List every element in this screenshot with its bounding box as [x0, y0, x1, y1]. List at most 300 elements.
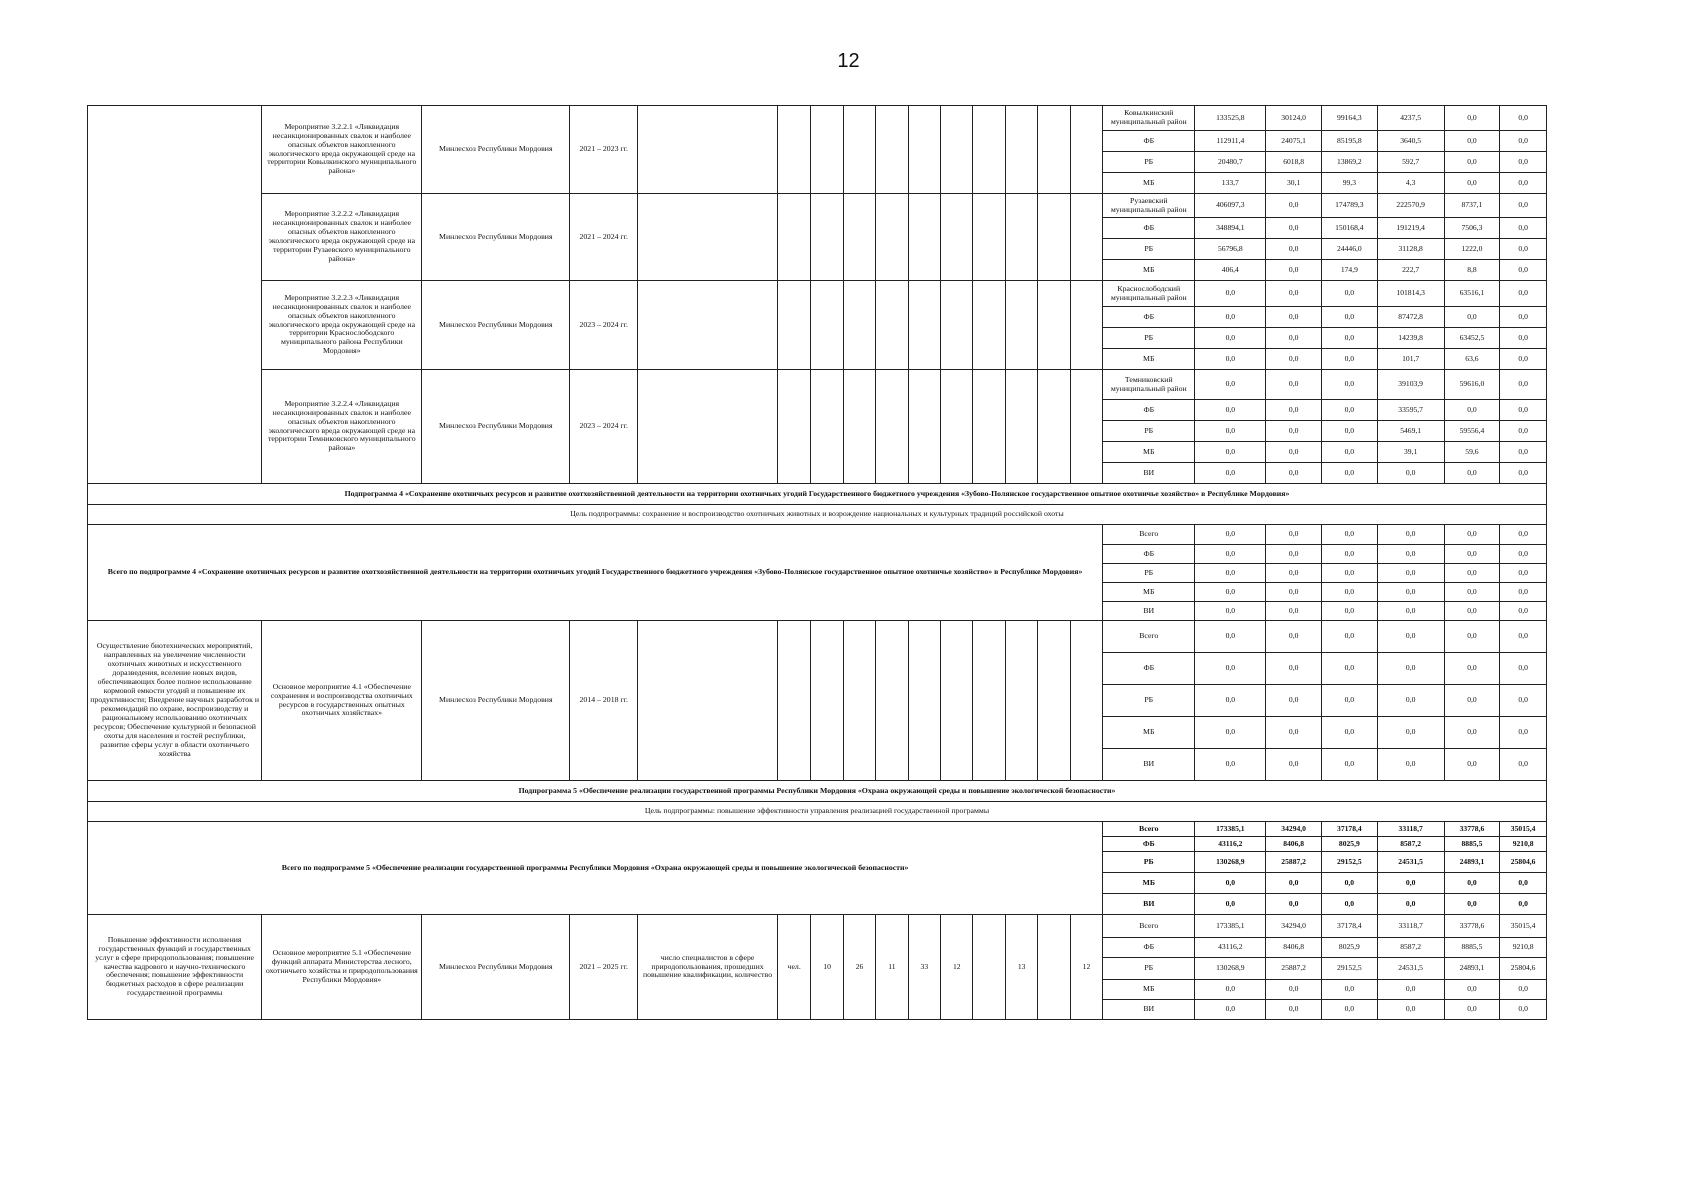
finance-value: 0,0: [1500, 400, 1547, 421]
finance-value: 0,0: [1322, 442, 1378, 463]
subprogram-goal: Цель подпрограммы: повышение эффективности управления реализацией государственной программы: [88, 802, 1547, 822]
finance-value: 0,0: [1377, 1000, 1444, 1020]
finance-value: 0,0: [1266, 218, 1322, 239]
indicator: число специалистов в сфере природопользования, прошедших повышение квалификации, количество: [638, 915, 778, 1020]
finance-value: 63,6: [1444, 349, 1500, 370]
finance-value: 0,0: [1500, 218, 1547, 239]
finance-value: 101,7: [1377, 349, 1444, 370]
target-value: [1005, 106, 1037, 194]
finance-value: 24893,1: [1444, 958, 1500, 980]
subprogram-total-label: Всего по подпрограмме 5 «Обеспечение реализации государственной программы Республики Мордовия «Охрана окружающей среды и повышение экологической безопасности»: [88, 822, 1103, 915]
finance-value: 0,0: [1266, 1000, 1322, 1020]
finance-value: 0,0: [1377, 873, 1444, 894]
finance-value: 0,0: [1322, 328, 1378, 349]
target-value: [1038, 281, 1070, 370]
finance-value: 0,0: [1444, 106, 1500, 131]
finance-value: 0,0: [1195, 442, 1266, 463]
finance-source: Всего: [1103, 621, 1195, 653]
target-value: 12: [1070, 915, 1102, 1020]
finance-value: 0,0: [1377, 894, 1444, 915]
finance-value: 101814,3: [1377, 281, 1444, 307]
finance-value: 33778,6: [1444, 822, 1500, 837]
target-value: [1070, 621, 1102, 781]
executor: Минлесхоз Республики Мордовия: [422, 106, 570, 194]
finance-value: 0,0: [1195, 545, 1266, 564]
finance-source: МБ: [1103, 349, 1195, 370]
indicator: [638, 106, 778, 194]
finance-value: 0,0: [1322, 545, 1378, 564]
task-cell: [88, 106, 262, 484]
finance-value: 0,0: [1195, 564, 1266, 583]
finance-source: МБ: [1103, 873, 1195, 894]
finance-source: МБ: [1103, 442, 1195, 463]
table-row: [88, 822, 1547, 837]
unit: чел.: [777, 915, 810, 1020]
finance-value: 0,0: [1266, 685, 1322, 717]
target-value: 10: [811, 915, 843, 1020]
executor: Минлесхоз Республики Мордовия: [422, 370, 570, 484]
finance-value: 87472,8: [1377, 307, 1444, 328]
finance-value: 173385,1: [1195, 822, 1266, 837]
target-value: [973, 621, 1005, 781]
finance-value: 0,0: [1444, 749, 1500, 781]
finance-value: 0,0: [1444, 1000, 1500, 1020]
finance-value: 0,0: [1266, 421, 1322, 442]
finance-value: 0,0: [1500, 583, 1547, 602]
finance-value: 7506,3: [1444, 218, 1500, 239]
target-value: [908, 621, 940, 781]
target-value: [1038, 370, 1070, 484]
finance-value: 0,0: [1195, 894, 1266, 915]
finance-value: 56796,8: [1195, 239, 1266, 260]
finance-value: 4,3: [1377, 173, 1444, 194]
finance-value: 0,0: [1500, 421, 1547, 442]
finance-value: 0,0: [1322, 525, 1378, 545]
finance-value: 39103,9: [1377, 370, 1444, 400]
finance-value: 0,0: [1266, 194, 1322, 218]
finance-value: 133525,8: [1195, 106, 1266, 131]
finance-value: 0,0: [1500, 173, 1547, 194]
finance-value: 0,0: [1266, 281, 1322, 307]
indicator: [638, 621, 778, 781]
finance-value: 0,0: [1266, 442, 1322, 463]
finance-value: 0,0: [1500, 525, 1547, 545]
finance-value: 0,0: [1377, 717, 1444, 749]
finance-source: ФБ: [1103, 837, 1195, 852]
table-row: [88, 525, 1547, 545]
target-value: [1070, 281, 1102, 370]
finance-value: 0,0: [1195, 370, 1266, 400]
finance-value: 0,0: [1322, 400, 1378, 421]
finance-value: 0,0: [1444, 583, 1500, 602]
finance-value: 130268,9: [1195, 958, 1266, 980]
finance-value: 0,0: [1322, 583, 1378, 602]
finance-source: ФБ: [1103, 653, 1195, 685]
finance-value: 63452,5: [1444, 328, 1500, 349]
finance-value: 33778,6: [1444, 915, 1500, 938]
finance-value: 0,0: [1444, 173, 1500, 194]
indicator: [638, 370, 778, 484]
finance-value: 0,0: [1377, 525, 1444, 545]
finance-value: 174789,3: [1322, 194, 1378, 218]
finance-value: 0,0: [1195, 621, 1266, 653]
measure-title: Основное мероприятие 4.1 «Обеспечение сохранения и воспроизводства охотничьих ресурсов в государственных опытных охотничьих хозяйствах»: [262, 621, 422, 781]
finance-value: 25887,2: [1266, 958, 1322, 980]
target-value: [811, 621, 843, 781]
finance-source: ВИ: [1103, 894, 1195, 915]
finance-value: 8885,5: [1444, 938, 1500, 958]
finance-source: ФБ: [1103, 218, 1195, 239]
period: 2014 – 2018 гг.: [570, 621, 638, 781]
finance-value: 222,7: [1377, 260, 1444, 281]
finance-value: 0,0: [1500, 1000, 1547, 1020]
finance-value: 150168,4: [1322, 218, 1378, 239]
finance-value: 0,0: [1195, 653, 1266, 685]
finance-value: 191219,4: [1377, 218, 1444, 239]
finance-value: 59,6: [1444, 442, 1500, 463]
finance-source: РБ: [1103, 852, 1195, 873]
target-value: [811, 106, 843, 194]
target-value: 12: [941, 915, 973, 1020]
finance-value: 133,7: [1195, 173, 1266, 194]
finance-value: 0,0: [1500, 621, 1547, 653]
measure-title: Мероприятие 3.2.2.4 «Ликвидация несанкционированных свалок и наиболее опасных объектов накопленного экологического вреда окружающей среде на территории Темниковского муниципального района»: [262, 370, 422, 484]
target-value: 26: [843, 915, 875, 1020]
finance-source: Темниковский муниципальный район: [1103, 370, 1195, 400]
table-row: [88, 621, 1547, 653]
finance-value: 406,4: [1195, 260, 1266, 281]
finance-value: 0,0: [1444, 873, 1500, 894]
finance-value: 8737,1: [1444, 194, 1500, 218]
finance-value: 0,0: [1322, 307, 1378, 328]
period: 2021 – 2024 гг.: [570, 194, 638, 281]
executor: Минлесхоз Республики Мордовия: [422, 621, 570, 781]
finance-source: МБ: [1103, 717, 1195, 749]
finance-value: 0,0: [1266, 307, 1322, 328]
finance-source: Рузаевский муниципальный район: [1103, 194, 1195, 218]
finance-source: МБ: [1103, 583, 1195, 602]
target-value: [908, 194, 940, 281]
finance-value: 0,0: [1195, 349, 1266, 370]
finance-value: 0,0: [1195, 685, 1266, 717]
finance-value: 0,0: [1195, 463, 1266, 484]
finance-value: 0,0: [1444, 621, 1500, 653]
finance-value: 4237,5: [1377, 106, 1444, 131]
target-value: [973, 370, 1005, 484]
target-value: [908, 281, 940, 370]
finance-value: 31128,8: [1377, 239, 1444, 260]
finance-value: 0,0: [1444, 525, 1500, 545]
target-value: [941, 370, 973, 484]
unit: [777, 370, 810, 484]
finance-value: 406097,3: [1195, 194, 1266, 218]
finance-source: РБ: [1103, 685, 1195, 717]
finance-source: ВИ: [1103, 463, 1195, 484]
finance-value: 0,0: [1322, 873, 1378, 894]
program-table: [87, 105, 1547, 1020]
finance-source: ФБ: [1103, 131, 1195, 152]
target-value: [941, 106, 973, 194]
finance-value: 0,0: [1266, 525, 1322, 545]
subprogram-title: Подпрограмма 5 «Обеспечение реализации государственной программы Республики Мордовия «Охрана окружающей среды и повышение экологической безопасности»: [88, 781, 1547, 802]
finance-value: 0,0: [1444, 152, 1500, 173]
unit: [777, 621, 810, 781]
target-value: 13: [1005, 915, 1037, 1020]
finance-value: 24893,1: [1444, 852, 1500, 873]
finance-value: 8587,2: [1377, 938, 1444, 958]
finance-value: 112911,4: [1195, 131, 1266, 152]
finance-value: 8587,2: [1377, 837, 1444, 852]
finance-value: 0,0: [1322, 685, 1378, 717]
measure-title: Основное мероприятие 5.1 «Обеспечение функций аппарата Министерства лесного, охотничьего хозяйства и природопользования Республики Мордовия»: [262, 915, 422, 1020]
finance-value: 0,0: [1266, 260, 1322, 281]
finance-value: 9210,8: [1500, 837, 1547, 852]
finance-value: 30124,0: [1266, 106, 1322, 131]
finance-value: 0,0: [1444, 980, 1500, 1000]
finance-source: РБ: [1103, 152, 1195, 173]
finance-value: 0,0: [1195, 873, 1266, 894]
finance-value: 130268,9: [1195, 852, 1266, 873]
finance-value: 0,0: [1500, 260, 1547, 281]
finance-value: 9210,8: [1500, 938, 1547, 958]
finance-value: 0,0: [1195, 1000, 1266, 1020]
finance-value: 0,0: [1322, 894, 1378, 915]
target-value: [941, 621, 973, 781]
finance-value: 0,0: [1500, 442, 1547, 463]
finance-value: 0,0: [1500, 873, 1547, 894]
finance-value: 592,7: [1377, 152, 1444, 173]
finance-value: 8406,8: [1266, 938, 1322, 958]
finance-value: 0,0: [1195, 400, 1266, 421]
target-value: [941, 281, 973, 370]
finance-value: 0,0: [1444, 307, 1500, 328]
finance-source: ФБ: [1103, 400, 1195, 421]
finance-value: 59556,4: [1444, 421, 1500, 442]
finance-value: 0,0: [1444, 717, 1500, 749]
finance-source: РБ: [1103, 328, 1195, 349]
finance-value: 0,0: [1322, 421, 1378, 442]
measure-title: Мероприятие 3.2.2.2 «Ликвидация несанкционированных свалок и наиболее опасных объектов накопленного экологического вреда окружающей среде на территории Рузаевского муниципального района»: [262, 194, 422, 281]
finance-value: 35015,4: [1500, 822, 1547, 837]
finance-source: ВИ: [1103, 749, 1195, 781]
finance-value: 24446,0: [1322, 239, 1378, 260]
table-row: [88, 106, 1547, 131]
finance-value: 35015,4: [1500, 915, 1547, 938]
executor: Минлесхоз Республики Мордовия: [422, 194, 570, 281]
finance-value: 6018,8: [1266, 152, 1322, 173]
target-value: [876, 106, 908, 194]
subprogram-goal-row: [88, 505, 1547, 525]
finance-source: Ковылкинский муниципальный район: [1103, 106, 1195, 131]
period: 2023 – 2024 гг.: [570, 281, 638, 370]
finance-value: 43116,2: [1195, 938, 1266, 958]
finance-value: 0,0: [1444, 131, 1500, 152]
period: 2023 – 2024 гг.: [570, 370, 638, 484]
finance-value: 99,3: [1322, 173, 1378, 194]
finance-value: 0,0: [1322, 980, 1378, 1000]
finance-value: 0,0: [1500, 194, 1547, 218]
measure-title: Мероприятие 3.2.2.1 «Ликвидация несанкционированных свалок и наиболее опасных объектов накопленного экологического вреда окружающей среде на территории Ковылкинского муниципального района»: [262, 106, 422, 194]
finance-value: 63516,1: [1444, 281, 1500, 307]
finance-value: 0,0: [1500, 281, 1547, 307]
finance-source: ФБ: [1103, 938, 1195, 958]
finance-value: 0,0: [1266, 400, 1322, 421]
finance-value: 34294,0: [1266, 915, 1322, 938]
finance-value: 0,0: [1500, 653, 1547, 685]
finance-value: 173385,1: [1195, 915, 1266, 938]
finance-value: 0,0: [1500, 564, 1547, 583]
finance-value: 0,0: [1500, 602, 1547, 621]
finance-value: 0,0: [1266, 239, 1322, 260]
finance-value: 0,0: [1444, 894, 1500, 915]
finance-value: 0,0: [1266, 349, 1322, 370]
target-value: [1038, 106, 1070, 194]
finance-value: 8406,8: [1266, 837, 1322, 852]
finance-value: 0,0: [1266, 717, 1322, 749]
target-value: [1005, 370, 1037, 484]
period: 2021 – 2023 гг.: [570, 106, 638, 194]
finance-value: 0,0: [1195, 980, 1266, 1000]
finance-value: 0,0: [1322, 1000, 1378, 1020]
finance-value: 0,0: [1377, 602, 1444, 621]
finance-value: 0,0: [1500, 980, 1547, 1000]
target-value: [908, 106, 940, 194]
target-value: [843, 370, 875, 484]
finance-value: 0,0: [1444, 545, 1500, 564]
finance-source: ВИ: [1103, 602, 1195, 621]
finance-source: МБ: [1103, 173, 1195, 194]
finance-source: Всего: [1103, 525, 1195, 545]
finance-value: 0,0: [1322, 281, 1378, 307]
finance-value: 0,0: [1377, 564, 1444, 583]
finance-value: 13869,2: [1322, 152, 1378, 173]
target-value: [1038, 194, 1070, 281]
target-value: [843, 621, 875, 781]
finance-value: 1222,0: [1444, 239, 1500, 260]
subprogram-header-row: [88, 484, 1547, 505]
finance-value: 20480,7: [1195, 152, 1266, 173]
finance-source: РБ: [1103, 239, 1195, 260]
finance-value: 0,0: [1377, 545, 1444, 564]
finance-value: 0,0: [1444, 564, 1500, 583]
target-value: [876, 621, 908, 781]
finance-value: 174,9: [1322, 260, 1378, 281]
target-value: [941, 194, 973, 281]
finance-value: 0,0: [1266, 873, 1322, 894]
finance-value: 0,0: [1266, 370, 1322, 400]
finance-value: 8025,9: [1322, 938, 1378, 958]
target-value: [973, 194, 1005, 281]
task-cell: Осуществление биотехнических мероприятий, направленных на увеличение численности охотничьих животных и искусственного доразведения, вселение новых видов, обеспечивающих более полное использование кормовой емкости угодий и повышение их продуктивности; Внедрение научных разработок и рекомендаций по охране, воспроизводству и рациональному использованию охотничьих ресурсов; Обеспечение культурной и безопасной охоты для населения и гостей республики, развитие сферы услуг в области охотничьего хозяйства: [88, 621, 262, 781]
target-value: [811, 370, 843, 484]
finance-value: 24075,1: [1266, 131, 1322, 152]
task-cell: Повышение эффективности исполнения государственных функций и государственных услуг в сфере природопользования; повышение качества кадрового и научно-технического обеспечения; повышение эффективности бюджетных расходов в сфере реализации государственной программы: [88, 915, 262, 1020]
finance-value: 0,0: [1377, 653, 1444, 685]
finance-value: 0,0: [1266, 583, 1322, 602]
target-value: [1005, 621, 1037, 781]
finance-value: 33118,7: [1377, 822, 1444, 837]
finance-value: 0,0: [1500, 328, 1547, 349]
target-value: [876, 281, 908, 370]
finance-value: 0,0: [1322, 717, 1378, 749]
target-value: [843, 281, 875, 370]
finance-value: 0,0: [1195, 525, 1266, 545]
finance-value: 8025,9: [1322, 837, 1378, 852]
finance-value: 0,0: [1322, 653, 1378, 685]
finance-source: РБ: [1103, 958, 1195, 980]
unit: [777, 281, 810, 370]
table-row: [88, 915, 1547, 938]
finance-value: 0,0: [1322, 370, 1378, 400]
target-value: [811, 194, 843, 281]
finance-value: 0,0: [1322, 621, 1378, 653]
finance-value: 0,0: [1500, 349, 1547, 370]
finance-value: 0,0: [1266, 653, 1322, 685]
target-value: [908, 370, 940, 484]
finance-value: 30,1: [1266, 173, 1322, 194]
finance-value: 0,0: [1266, 621, 1322, 653]
table-row: [88, 370, 1547, 400]
finance-source: РБ: [1103, 421, 1195, 442]
finance-value: 14239,8: [1377, 328, 1444, 349]
finance-value: 3640,5: [1377, 131, 1444, 152]
finance-value: 25887,2: [1266, 852, 1322, 873]
finance-value: 0,0: [1500, 239, 1547, 260]
finance-value: 0,0: [1322, 602, 1378, 621]
finance-source: РБ: [1103, 564, 1195, 583]
finance-value: 0,0: [1266, 328, 1322, 349]
subprogram-header-row: [88, 781, 1547, 802]
finance-value: 0,0: [1195, 717, 1266, 749]
target-value: [876, 194, 908, 281]
finance-value: 0,0: [1500, 307, 1547, 328]
target-value: 33: [908, 915, 940, 1020]
page-number: 12: [837, 50, 860, 72]
finance-value: 0,0: [1266, 545, 1322, 564]
subprogram-goal-row: [88, 802, 1547, 822]
subprogram-total-label: Всего по подпрограмме 4 «Сохранение охотничьих ресурсов и развитие охотхозяйственной деятельности на территории охотничьих угодий Государственного бюджетного учреждения «Зубово-Полянское государственное опытное охотничье хозяйство» в Республике Мордовия»: [88, 525, 1103, 621]
finance-value: 222570,9: [1377, 194, 1444, 218]
finance-value: 0,0: [1377, 685, 1444, 717]
finance-value: 0,0: [1322, 463, 1378, 484]
finance-value: 39,1: [1377, 442, 1444, 463]
finance-value: 33118,7: [1377, 915, 1444, 938]
subprogram-goal: Цель подпрограммы: сохранение и воспроизводство охотничьих животных и возрождение национальных и культурных традиций российской охоты: [88, 505, 1547, 525]
finance-value: 0,0: [1444, 400, 1500, 421]
target-value: [843, 106, 875, 194]
table-row: [88, 194, 1547, 218]
executor: Минлесхоз Республики Мордовия: [422, 281, 570, 370]
finance-value: 348894,1: [1195, 218, 1266, 239]
target-value: [1038, 915, 1070, 1020]
finance-value: 24531,5: [1377, 852, 1444, 873]
finance-value: 0,0: [1266, 894, 1322, 915]
finance-value: 0,0: [1195, 281, 1266, 307]
target-value: [1005, 194, 1037, 281]
target-value: [973, 106, 1005, 194]
target-value: [1070, 194, 1102, 281]
finance-source: ФБ: [1103, 307, 1195, 328]
target-value: [1038, 621, 1070, 781]
finance-value: 0,0: [1500, 545, 1547, 564]
target-value: [973, 915, 1005, 1020]
finance-source: МБ: [1103, 980, 1195, 1000]
finance-value: 0,0: [1195, 602, 1266, 621]
finance-value: 8885,5: [1444, 837, 1500, 852]
unit: [777, 194, 810, 281]
finance-value: 25804,6: [1500, 958, 1547, 980]
unit: [777, 106, 810, 194]
